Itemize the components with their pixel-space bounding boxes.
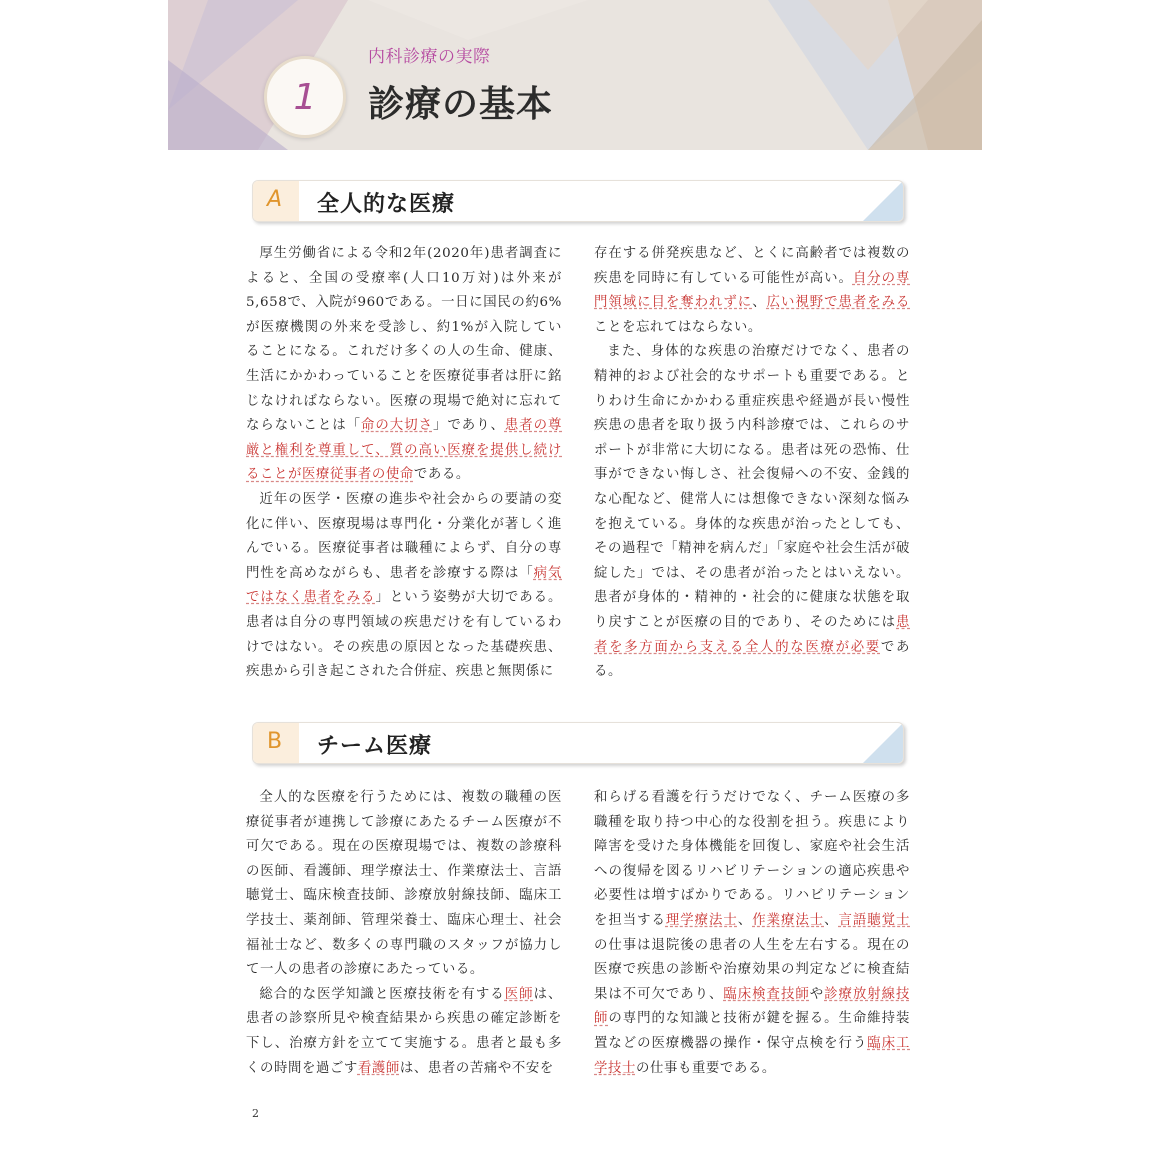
highlighted-term: 命の大切さ: [361, 418, 433, 434]
highlighted-term: 看護師: [357, 1060, 400, 1076]
text-run: 、: [752, 295, 767, 311]
text-run: 、: [737, 912, 753, 928]
text-run: ことを忘れてはならない。: [594, 319, 762, 335]
paragraph: [246, 488, 562, 685]
chapter-subtitle: 内科診療の実際: [368, 47, 491, 67]
section-a-left-column: [246, 242, 562, 685]
text-run: は、患者の診察所見や検査結果から疾患の確定診断を下し、治療方針を立てて実施する。患者と最も多くの時間を過ごす: [246, 986, 563, 1076]
highlighted-term: 理学療法士: [665, 912, 738, 928]
highlighted-term: 病気ではなく患者をみる: [246, 565, 562, 606]
chapter-number: 1: [293, 76, 317, 118]
page-number: 2: [252, 1107, 259, 1120]
section-b-left-column: [246, 786, 562, 1081]
chapter-number-badge: [264, 56, 346, 138]
text-run: 近年の医学・医療の進歩や社会からの要請の変化に伴い、医療現場は専門化・分業化が著しく進んでいる。医療従事者は職種によらず、自分の専門性を高めながらも、患者を診療する際は「: [246, 491, 562, 581]
page: [168, 0, 982, 1150]
text-run: の仕事も重要である。: [635, 1060, 776, 1076]
section-b-right-column: [594, 786, 910, 1081]
section-heading-a: [252, 180, 904, 222]
section-letter: B: [267, 729, 283, 754]
text-run: 、: [824, 912, 839, 928]
section-title: 全人的な医療: [317, 192, 456, 217]
text-run: 」であり、: [432, 418, 505, 434]
text-run: 全人的な医療を行うためには、複数の職種の医療従事者が連携して診療にあたるチーム医療が不可欠である。現在の医療現場では、複数の診療科の医師、看護師、理学療法士、作業療法士、言語聴覚士、臨床検査技師、診療放射線技師、臨床工学技士、薬剤師、管理栄養士、臨床心理士、社会福祉士など、数多くの専門職のスタッフが協力して一人の患者の診療にあたっている。: [246, 790, 562, 978]
highlighted-term: 臨床検査技師: [723, 986, 810, 1002]
text-run: また、身体的な疾患の治療だけでなく、患者の精神的および社会的なサポートも重要である。とりわけ生命にかかわる重症疾患や経過が長い慢性疾患の患者を取り扱う内科診療では、これらのサポートが非常に大切になる。患者は死の恐怖、仕事ができない悔しさ、社会復帰への不安、金銭的な心配など、健常人には想像できない深刻な悩みを抱えている。身体的な疾患が治ったとしても、その過程で「精神を病んだ」「家庭や社会生活が破綻した」では、その患者が治ったとはいえない。患者が身体的・精神的・社会的に健康な状態を取り戻すことが医療の目的であり、そのためには: [594, 344, 910, 630]
chapter-title: 診療の基本: [368, 84, 554, 125]
text-run: 総合的な医学知識と医療技術を有する: [259, 986, 505, 1002]
highlighted-term: 患者を多方面から支える全人的な医療が必要: [594, 614, 910, 655]
highlighted-term: 臨床工学技士: [594, 1035, 910, 1076]
corner-decoration-icon: [863, 181, 903, 221]
text-run: 」という姿勢が大切である。患者は自分の専門領域の疾患だけを有しているわけではない。その疾患の原因となった基礎疾患、疾患から引き起こされた合併症、疾患と無関係に: [246, 590, 562, 680]
paragraph: [594, 242, 910, 340]
paragraph: [594, 340, 910, 684]
section-title: チーム医療: [317, 734, 433, 759]
text-run: 存在する併発疾患など、とくに高齢者では複数の疾患を同時に有している可能性が高い。: [594, 246, 910, 286]
paragraph: [246, 786, 562, 983]
paragraph: [246, 983, 562, 1081]
text-run: である。: [413, 467, 470, 483]
chapter-banner: [168, 0, 982, 150]
highlighted-term: 診療放射線技師: [594, 986, 910, 1027]
highlighted-term: 患者の尊厳と権利を尊重して、質の高い医療を提供し続けることが医療従事者の使命: [246, 418, 562, 483]
highlighted-term: 広い視野で患者をみる: [766, 295, 910, 311]
paragraph: [594, 786, 910, 1081]
paragraph: [246, 242, 562, 488]
section-heading-b: [252, 722, 904, 764]
corner-decoration-icon: [863, 723, 903, 763]
text-run: 和らげる看護を行うだけでなく、チーム医療の多職種を取り持つ中心的な役割を担う。疾患により障害を受けた身体機能を回復し、家庭や社会生活への復帰を図るリハビリテーションの適応疾患や必要性は増すばかりである。リハビリテーションを担当する: [594, 790, 910, 928]
text-run: や: [809, 986, 825, 1002]
text-run: である。: [594, 639, 910, 680]
text-run: の仕事は退院後の患者の人生を左右する。現在の医療で疾患の診断や治療効果の判定などに検査結果は不可欠であり、: [594, 937, 910, 1002]
section-letter: A: [267, 187, 283, 212]
highlighted-term: 医師: [504, 986, 534, 1002]
highlighted-term: 作業療法士: [752, 912, 825, 928]
text-run: は、患者の苦痛や不安を: [399, 1060, 554, 1076]
highlighted-term: 自分の専門領域に目を奪われずに: [594, 270, 910, 311]
section-a-right-column: [594, 242, 910, 685]
text-run: 厚生労働省による令和2年(2020年)患者調査によると、全国の受療率(人口10万対)は外来が5,658で、入院が960である。一日に国民の約6%が医療機関の外来を受診し、約1%が入院していることになる。これだけ多くの人の生命、健康、生活にかかわっていることを医療従事者は肝に銘じなければならない。医療の現場で絶対に忘れてならないことは「: [246, 246, 562, 434]
highlighted-term: 言語聴覚士: [838, 912, 911, 928]
text-run: の専門的な知識と技術が鍵を握る。生命維持装置などの医療機器の操作・保守点検を行う: [594, 1011, 910, 1051]
